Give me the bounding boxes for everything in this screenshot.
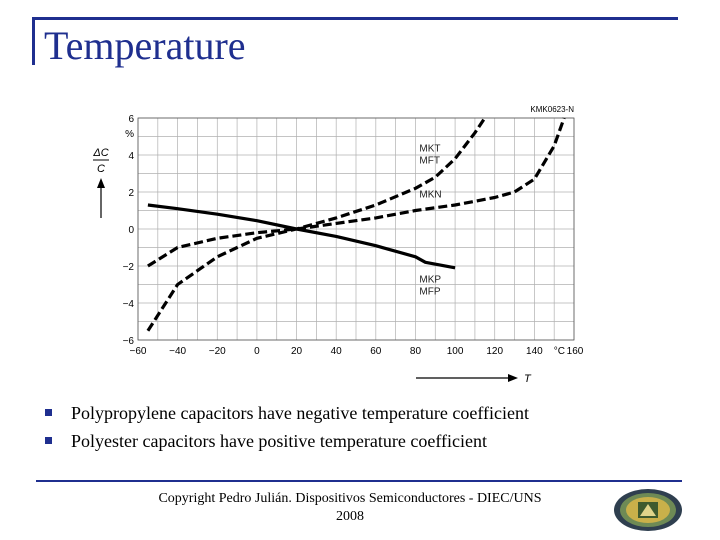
series-label: MKP [419,274,442,286]
x-tick-label: 160 [566,346,584,357]
series-label: MFP [419,286,441,298]
slide-title: Temperature [44,23,246,68]
footer-rule [36,480,682,482]
y-axis-label-denominator: C [97,163,105,175]
series-label: MKN [419,189,442,201]
title-frame-left-rule [32,17,35,65]
bullet-text: Polypropylene capacitors have negative temperature coefficient [71,403,529,423]
x-axis-unit-label: °C [553,346,565,357]
y-tick-label: −4 [122,299,134,310]
x-tick-label: 120 [486,346,504,357]
square-bullet-icon [45,437,52,444]
x-tick-label: 0 [254,346,260,357]
y-tick-label: 4 [128,151,134,162]
x-axis-arrow-head [508,374,518,382]
footer-year: 2008 [336,509,364,524]
y-tick-label: 6 [128,114,134,125]
chart-code-label: KMK0623-N [530,105,574,114]
x-tick-label: 20 [290,346,303,357]
y-tick-label: −2 [122,262,134,273]
bullet-text: Polyester capacitors have positive temperature coefficient [71,431,487,451]
footer-copyright: Copyright Pedro Julián. Dispositivos Semiconductores - DIEC/UNS [158,491,542,506]
y-tick-label: −6 [122,336,134,347]
x-tick-label: 40 [330,346,342,357]
series-label: MKT [419,143,441,155]
university-seal-logo [612,488,684,532]
y-tick-label: 2 [128,188,134,199]
x-tick-label: −40 [169,346,187,357]
temperature-coefficient-chart [86,100,606,390]
series-line-mkp [148,205,455,268]
y-axis-unit-label: % [125,128,134,140]
square-bullet-icon [45,409,52,416]
x-tick-label: 60 [370,346,382,357]
x-tick-label: 140 [526,346,543,357]
title-frame-top-rule [32,17,678,20]
y-axis-label-numerator: ΔC [93,147,109,159]
x-axis-label: T [524,373,531,385]
y-axis-arrow-head [97,178,105,188]
x-tick-label: −20 [208,346,226,357]
x-tick-label: 100 [446,346,464,357]
x-tick-label: −60 [129,346,147,357]
footer-text [140,490,560,526]
y-tick-label: 0 [128,225,134,236]
series-label: MFT [419,155,440,167]
x-tick-label: 80 [409,346,422,357]
